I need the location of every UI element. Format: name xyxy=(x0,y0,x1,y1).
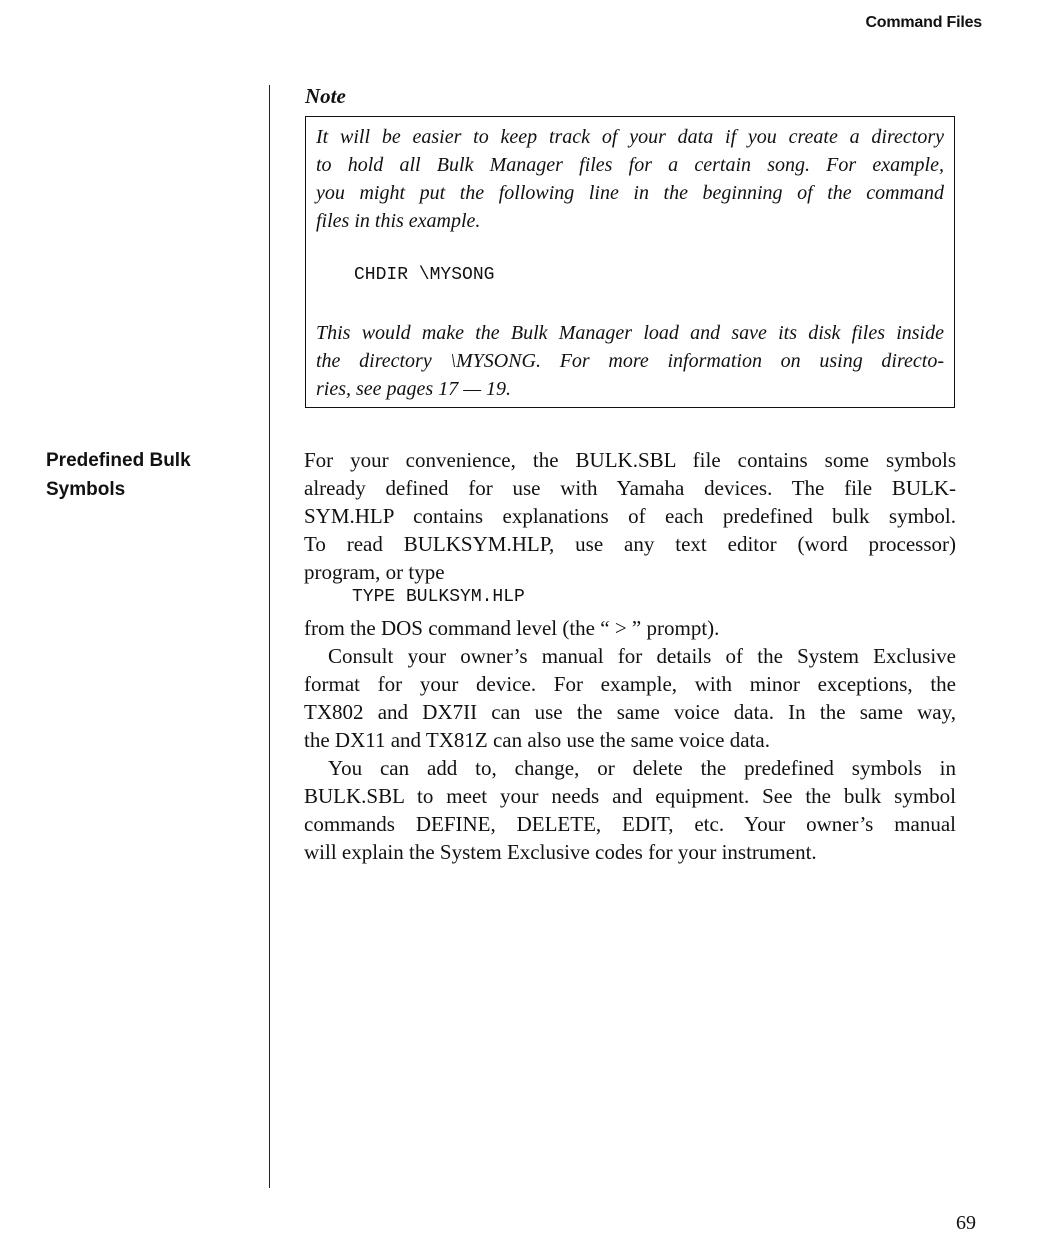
note-line: ries, see pages 17 — 19. xyxy=(316,378,511,400)
margin-rule xyxy=(269,85,270,1188)
note-line: files in this example. xyxy=(316,210,481,232)
section-heading xyxy=(46,446,191,504)
note-line: the directory \MYSONG. For more information on using directo- xyxy=(316,350,944,372)
body-paragraph-2 xyxy=(304,642,956,754)
note-paragraph-2 xyxy=(316,319,944,403)
body-paragraph-3 xyxy=(304,754,956,866)
note-box xyxy=(305,116,955,408)
body-code-line: TYPE BULKSYM.HLP xyxy=(352,587,525,607)
section-heading-line-2: Symbols xyxy=(46,479,126,500)
body-line: already defined for use with Yamaha devices. The file BULK- xyxy=(304,476,956,500)
body-line: program, or type xyxy=(304,560,445,584)
body-line: For your convenience, the BULK.SBL file contains some symbols xyxy=(304,448,956,472)
note-label: Note xyxy=(305,84,346,108)
body-line: from the DOS command level (the “ > ” prompt). xyxy=(304,616,720,640)
body-line: TX802 and DX7II can use the same voice data. In the same way, xyxy=(304,700,956,724)
body-paragraph-1-end xyxy=(304,614,956,642)
note-line: you might put the following line in the beginning of the command xyxy=(316,182,944,204)
note-paragraph-1 xyxy=(316,123,944,235)
body-line: BULK.SBL to meet your needs and equipment. See the bulk symbol xyxy=(304,784,956,808)
body-line: format for your device. For example, with minor exceptions, the xyxy=(304,672,956,696)
body-line: You can add to, change, or delete the predefined symbols in xyxy=(328,756,956,780)
note-line: to hold all Bulk Manager files for a certain song. For example, xyxy=(316,154,944,176)
body-line: commands DEFINE, DELETE, EDIT, etc. Your owner’s manual xyxy=(304,812,956,836)
body-line: the DX11 and TX81Z can also use the same voice data. xyxy=(304,728,770,752)
note-code-line: CHDIR \MYSONG xyxy=(354,265,495,285)
body-line: To read BULKSYM.HLP, use any text editor (word processor) xyxy=(304,532,956,556)
note-line: It will be easier to keep track of your data if you create a directory xyxy=(316,126,944,148)
section-heading-line-1: Predefined Bulk xyxy=(46,450,191,471)
body-line: SYM.HLP contains explanations of each predefined bulk symbol. xyxy=(304,504,956,528)
note-line: This would make the Bulk Manager load and save its disk files inside xyxy=(316,322,944,344)
body-line: Consult your owner’s manual for details of the System Exclusive xyxy=(328,644,956,668)
running-header: Command Files xyxy=(865,14,982,31)
page-number: 69 xyxy=(956,1212,976,1234)
body-line: will explain the System Exclusive codes for your instrument. xyxy=(304,840,817,864)
body-paragraph-1 xyxy=(304,446,956,586)
